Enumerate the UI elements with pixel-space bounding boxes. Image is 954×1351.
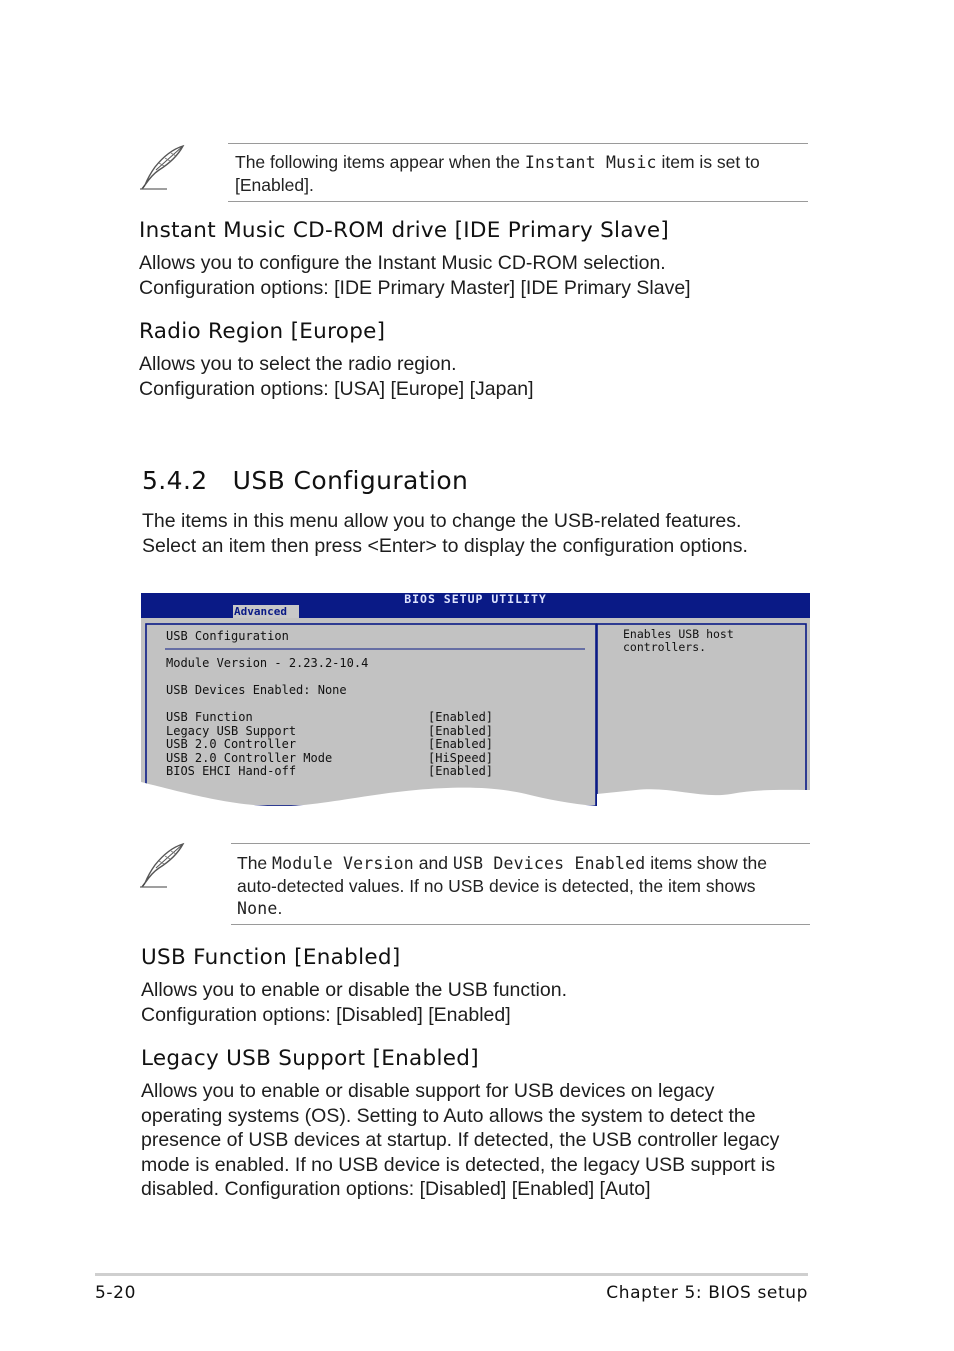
legacy-line-3: presence of USB devices at startup. If detected, the USB controller legacy [141, 1129, 780, 1151]
usb-config-line-2: Select an item then press <Enter> to display the configuration options. [142, 534, 748, 557]
usb-function-line-2: Configuration options: [Disabled] [Enabled] [141, 1003, 511, 1026]
bios-help-line-1: Enables USB host [623, 627, 734, 641]
legacy-line-5: disabled. Configuration options: [Disabled] [Enabled] [Auto] [141, 1178, 651, 1200]
cdrom-desc [139, 251, 691, 300]
bios-tab-advanced[interactable]: Advanced [233, 605, 299, 618]
usb-function-line-1: Allows you to enable or disable the USB function. [141, 979, 568, 1001]
radio-line-2: Configuration options: [USA] [Europe] [Japan] [139, 377, 534, 400]
page-number: 5-20 [95, 1283, 136, 1303]
usb-config-line-1: The items in this menu allow you to change the USB-related features. [142, 510, 742, 532]
bios-help-text [623, 628, 734, 654]
bios-help-line-2: controllers. [623, 640, 707, 654]
bios-value-legacy-usb[interactable]: [Enabled] [428, 723, 494, 738]
note-2-line-2: auto-detected values. If no USB device is detected, the item shows [237, 876, 756, 896]
legacy-line-2: operating systems (OS). Setting to Auto allows the system to detect the [141, 1104, 756, 1127]
cdrom-line-1: Allows you to configure the Instant Music CD-ROM selection. [139, 252, 666, 274]
note-2-text-2: and [413, 853, 453, 873]
footer-rule [95, 1273, 808, 1276]
usb-function-desc [141, 978, 567, 1027]
legacy-usb-desc [141, 1079, 779, 1202]
radio-desc [139, 352, 534, 401]
bios-devices-enabled: USB Devices Enabled: None [166, 683, 347, 697]
bios-value-ehci-handoff[interactable]: [Enabled] [428, 764, 494, 778]
bios-value-usb-function[interactable]: [Enabled] [428, 710, 494, 724]
bios-item-legacy-usb[interactable]: Legacy USB Support [166, 723, 297, 738]
bios-panel-title: USB Configuration [166, 629, 289, 643]
heading-usb-function: USB Function [Enabled] [141, 945, 401, 970]
bios-item-usb2-controller[interactable]: USB 2.0 Controller [166, 737, 297, 751]
bios-item-ehci-handoff[interactable]: BIOS EHCI Hand-off [166, 764, 297, 778]
note-1-text: The following items appear when the [235, 152, 525, 172]
note-2-text-3: items show the [645, 853, 767, 873]
heading-legacy-usb: Legacy USB Support [Enabled] [141, 1046, 479, 1071]
bios-title: BIOS SETUP UTILITY [404, 592, 547, 606]
usb-config-desc [142, 509, 748, 558]
bios-header-bar [141, 593, 810, 618]
chapter-label: Chapter 5: BIOS setup [606, 1283, 808, 1303]
cdrom-line-2: Configuration options: [IDE Primary Master] [IDE Primary Slave] [139, 276, 691, 299]
bios-item-usb2-controller-mode[interactable]: USB 2.0 Controller Mode [166, 750, 333, 765]
heading-radio: Radio Region [Europe] [139, 319, 386, 344]
note-2-text-4: . [277, 898, 283, 918]
heading-usb-configuration: 5.4.2 USB Configuration [142, 466, 469, 495]
legacy-line-4: mode is enabled. If no USB device is detected, the legacy USB support is [141, 1153, 776, 1176]
note-2-code-usb-devices: USB Devices Enabled [452, 854, 646, 873]
bios-screenshot [141, 593, 810, 806]
heading-cdrom: Instant Music CD-ROM drive [IDE Primary Slave] [139, 218, 670, 243]
note-2-code-none: None [237, 899, 278, 918]
feather-pen-icon [137, 841, 189, 889]
legacy-line-1: Allows you to enable or disable support for USB devices on legacy [141, 1080, 715, 1102]
bios-value-usb2-controller-mode[interactable]: [HiSpeed] [428, 750, 494, 765]
note-2-text-1: The [237, 853, 273, 873]
bios-value-usb2-controller[interactable]: [Enabled] [428, 737, 494, 751]
note-2-code-module-version: Module Version [272, 854, 414, 873]
bios-item-usb-function[interactable]: USB Function [166, 710, 253, 724]
note-1-text-post: item is set to [656, 152, 760, 172]
bios-module-version: Module Version - 2.23.2-10.4 [166, 656, 369, 670]
note-1-code: Instant Music [524, 153, 657, 172]
radio-line-1: Allows you to select the radio region. [139, 353, 457, 375]
feather-pen-icon [137, 143, 189, 191]
note-1-line-2: [Enabled]. [235, 175, 314, 195]
